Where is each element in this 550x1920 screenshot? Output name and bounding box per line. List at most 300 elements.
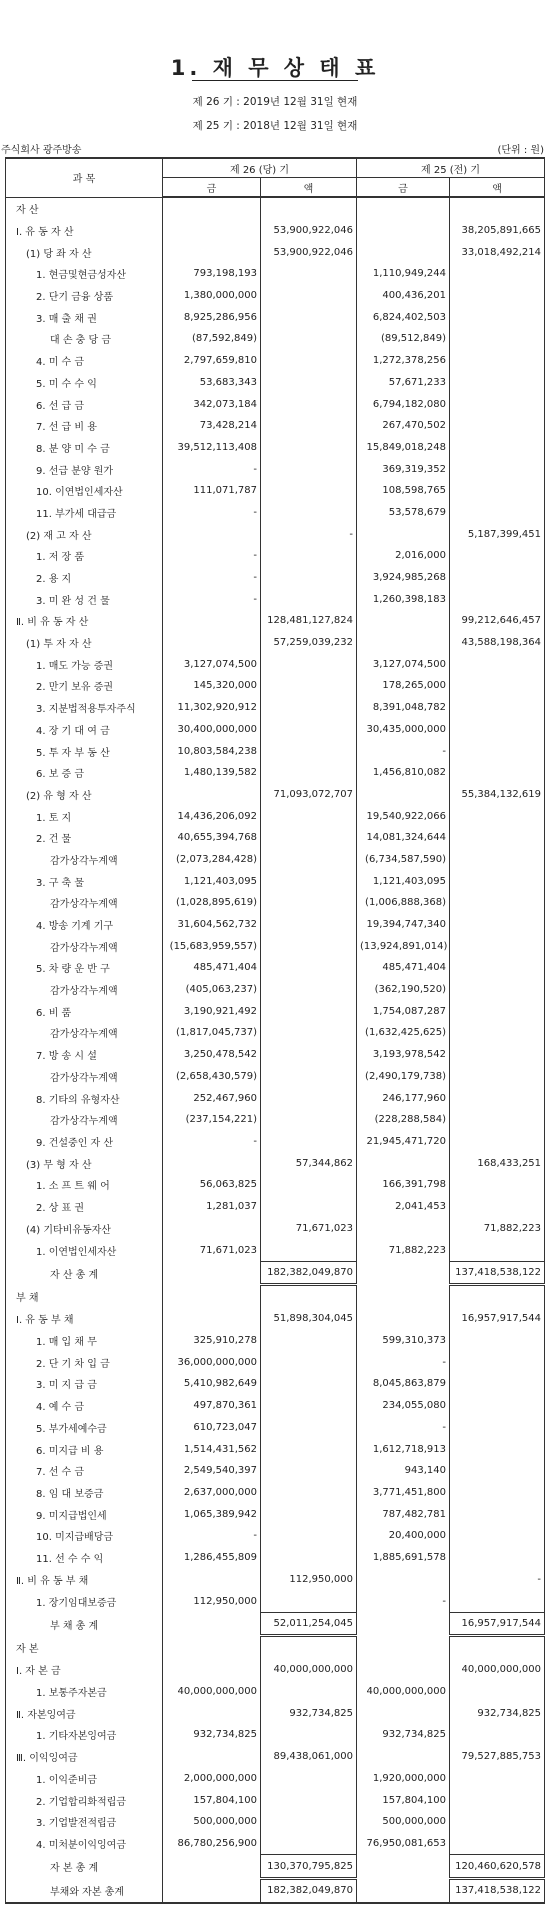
table-row bbox=[6, 892, 545, 914]
previous-detail-amount: 14,081,324,644 bbox=[357, 827, 450, 849]
previous-subtotal-amount bbox=[450, 588, 545, 610]
current-subtotal-amount bbox=[261, 1395, 357, 1417]
current-detail-amount bbox=[163, 197, 261, 220]
account-label: 자 산 총 계 bbox=[6, 1261, 163, 1285]
account-label: (2) 유 형 자 산 bbox=[6, 784, 163, 806]
current-subtotal-amount bbox=[261, 1590, 357, 1612]
table-row bbox=[6, 1152, 545, 1174]
balance-sheet-table bbox=[5, 157, 545, 1904]
table-row bbox=[6, 1373, 545, 1395]
previous-detail-amount bbox=[357, 1702, 450, 1724]
account-label: 8. 분 양 미 수 금 bbox=[6, 437, 163, 459]
table-row bbox=[6, 1174, 545, 1196]
account-label: 자 본 총 계 bbox=[6, 1855, 163, 1879]
previous-subtotal-amount: 33,018,492,214 bbox=[450, 241, 545, 263]
previous-detail-amount bbox=[357, 523, 450, 545]
table-row bbox=[6, 523, 545, 545]
previous-detail-amount: 369,319,352 bbox=[357, 458, 450, 480]
previous-detail-amount bbox=[357, 1261, 450, 1285]
table-row bbox=[6, 393, 545, 415]
previous-subtotal-amount bbox=[450, 849, 545, 871]
period-current: 제 26 기 : 2019년 12월 31일 현재 bbox=[192, 96, 358, 108]
current-detail-amount: 500,000,000 bbox=[163, 1811, 261, 1833]
table-row bbox=[6, 675, 545, 697]
table-row bbox=[6, 719, 545, 741]
account-label: 감가상각누계액 bbox=[6, 979, 163, 1001]
previous-detail-amount: (6,734,587,590) bbox=[357, 849, 450, 871]
account-label: 11. 부가세 대급금 bbox=[6, 502, 163, 524]
table-row bbox=[6, 1239, 545, 1261]
current-detail-amount: 112,950,000 bbox=[163, 1590, 261, 1612]
current-subtotal-amount bbox=[261, 437, 357, 459]
previous-detail-amount: 1,260,398,183 bbox=[357, 588, 450, 610]
account-label: Ⅲ. 이익잉여금 bbox=[6, 1746, 163, 1768]
current-subtotal-amount: 112,950,000 bbox=[261, 1568, 357, 1590]
previous-subtotal-amount bbox=[450, 805, 545, 827]
table-row bbox=[6, 285, 545, 307]
unit-label: (단위 : 원) bbox=[497, 145, 544, 156]
current-subtotal-amount bbox=[261, 393, 357, 415]
current-subtotal-amount bbox=[261, 1131, 357, 1153]
account-label: 7. 선 급 비 용 bbox=[6, 415, 163, 437]
table-row bbox=[6, 1087, 545, 1109]
table-row bbox=[6, 437, 545, 459]
account-label: 4. 장 기 대 여 금 bbox=[6, 719, 163, 741]
previous-detail-amount bbox=[357, 1636, 450, 1659]
current-subtotal-amount bbox=[261, 849, 357, 871]
current-subtotal-amount bbox=[261, 740, 357, 762]
previous-subtotal-amount bbox=[450, 1482, 545, 1504]
current-detail-amount: 10,803,584,238 bbox=[163, 740, 261, 762]
table-row bbox=[6, 1612, 545, 1636]
current-subtotal-amount bbox=[261, 1503, 357, 1525]
previous-detail-amount: 20,400,000 bbox=[357, 1525, 450, 1547]
previous-subtotal-amount bbox=[450, 740, 545, 762]
account-label: 부 채 bbox=[6, 1285, 163, 1308]
current-detail-amount: - bbox=[163, 545, 261, 567]
account-label: 감가상각누계액 bbox=[6, 892, 163, 914]
account-label: 대 손 충 당 금 bbox=[6, 328, 163, 350]
previous-subtotal-amount bbox=[450, 1681, 545, 1703]
current-subtotal-amount bbox=[261, 350, 357, 372]
current-subtotal-amount bbox=[261, 1087, 357, 1109]
previous-subtotal-amount: 5,187,399,451 bbox=[450, 523, 545, 545]
current-subtotal-amount bbox=[261, 502, 357, 524]
current-subtotal-amount bbox=[261, 1768, 357, 1790]
current-subtotal-amount: 57,344,862 bbox=[261, 1152, 357, 1174]
previous-detail-amount bbox=[357, 610, 450, 632]
account-label: 1. 장기임대보증금 bbox=[6, 1590, 163, 1612]
current-subtotal-amount bbox=[261, 957, 357, 979]
current-subtotal-amount: - bbox=[261, 523, 357, 545]
previous-detail-amount: 57,671,233 bbox=[357, 372, 450, 394]
account-label: 6. 보 증 금 bbox=[6, 762, 163, 784]
previous-detail-amount: 40,000,000,000 bbox=[357, 1681, 450, 1703]
previous-subtotal-amount bbox=[450, 1460, 545, 1482]
previous-detail-amount bbox=[357, 632, 450, 654]
account-label: 2. 만기 보유 증권 bbox=[6, 675, 163, 697]
current-subtotal-amount bbox=[261, 458, 357, 480]
previous-detail-amount: 2,041,453 bbox=[357, 1196, 450, 1218]
current-detail-amount: 86,780,256,900 bbox=[163, 1833, 261, 1855]
previous-subtotal-amount bbox=[450, 697, 545, 719]
table-row bbox=[6, 1482, 545, 1504]
header-account: 과 목 bbox=[6, 158, 163, 197]
table-row bbox=[6, 935, 545, 957]
title-underline bbox=[192, 80, 358, 81]
previous-subtotal-amount bbox=[450, 437, 545, 459]
current-subtotal-amount bbox=[261, 545, 357, 567]
current-detail-amount: 11,302,920,912 bbox=[163, 697, 261, 719]
current-detail-amount bbox=[163, 220, 261, 242]
previous-detail-amount: - bbox=[357, 740, 450, 762]
table-row bbox=[6, 588, 545, 610]
account-label: Ⅱ. 비 유 동 부 채 bbox=[6, 1568, 163, 1590]
account-label: 5. 부가세예수금 bbox=[6, 1417, 163, 1439]
current-detail-amount bbox=[163, 1636, 261, 1659]
previous-detail-amount: 178,265,000 bbox=[357, 675, 450, 697]
current-subtotal-amount bbox=[261, 675, 357, 697]
current-subtotal-amount bbox=[261, 1022, 357, 1044]
previous-subtotal-amount: 43,588,198,364 bbox=[450, 632, 545, 654]
previous-detail-amount: 3,771,451,800 bbox=[357, 1482, 450, 1504]
previous-detail-amount: 500,000,000 bbox=[357, 1811, 450, 1833]
table-row bbox=[6, 1217, 545, 1239]
table-row bbox=[6, 1417, 545, 1439]
account-label: (2) 재 고 자 산 bbox=[6, 523, 163, 545]
account-label: 1. 기타자본잉여금 bbox=[6, 1724, 163, 1746]
table-row bbox=[6, 263, 545, 285]
previous-detail-amount: 1,456,810,082 bbox=[357, 762, 450, 784]
table-row bbox=[6, 1681, 545, 1703]
previous-subtotal-amount bbox=[450, 1109, 545, 1131]
table-row bbox=[6, 849, 545, 871]
account-label: 1. 현금및현금성자산 bbox=[6, 263, 163, 285]
current-detail-amount: 1,281,037 bbox=[163, 1196, 261, 1218]
previous-subtotal-amount bbox=[450, 1174, 545, 1196]
current-detail-amount: (405,063,237) bbox=[163, 979, 261, 1001]
previous-detail-amount: 8,045,863,879 bbox=[357, 1373, 450, 1395]
current-subtotal-amount bbox=[261, 762, 357, 784]
current-detail-amount: 36,000,000,000 bbox=[163, 1351, 261, 1373]
previous-detail-amount: 267,470,502 bbox=[357, 415, 450, 437]
current-detail-amount bbox=[163, 241, 261, 263]
previous-subtotal-amount bbox=[450, 1438, 545, 1460]
previous-detail-amount: 76,950,081,653 bbox=[357, 1833, 450, 1855]
table-row bbox=[6, 306, 545, 328]
account-label: 9. 선급 분양 원가 bbox=[6, 458, 163, 480]
current-subtotal-amount bbox=[261, 1174, 357, 1196]
table-row bbox=[6, 1460, 545, 1482]
current-detail-amount: 111,071,787 bbox=[163, 480, 261, 502]
table-row bbox=[6, 1636, 545, 1659]
current-subtotal-amount bbox=[261, 719, 357, 741]
previous-detail-amount bbox=[357, 784, 450, 806]
table-row bbox=[6, 1724, 545, 1746]
account-label: 2. 건 물 bbox=[6, 827, 163, 849]
account-label: 2. 단 기 차 입 금 bbox=[6, 1351, 163, 1373]
current-subtotal-amount: 89,438,061,000 bbox=[261, 1746, 357, 1768]
current-detail-amount bbox=[163, 1261, 261, 1285]
current-subtotal-amount bbox=[261, 653, 357, 675]
previous-detail-amount: (1,632,425,625) bbox=[357, 1022, 450, 1044]
previous-subtotal-amount bbox=[450, 1196, 545, 1218]
table-row bbox=[6, 1855, 545, 1879]
account-label: Ⅰ. 자 본 금 bbox=[6, 1659, 163, 1681]
current-detail-amount: (15,683,959,557) bbox=[163, 935, 261, 957]
table-row bbox=[6, 415, 545, 437]
current-subtotal-amount bbox=[261, 1109, 357, 1131]
table-row bbox=[6, 762, 545, 784]
previous-subtotal-amount bbox=[450, 1239, 545, 1261]
current-detail-amount bbox=[163, 523, 261, 545]
header-previous-amount: 금 bbox=[357, 178, 450, 198]
account-label: 2. 상 표 권 bbox=[6, 1196, 163, 1218]
current-subtotal-amount bbox=[261, 1417, 357, 1439]
account-label: 2. 기업합리화적립금 bbox=[6, 1789, 163, 1811]
table-row bbox=[6, 1702, 545, 1724]
previous-subtotal-amount bbox=[450, 1044, 545, 1066]
current-subtotal-amount: 51,898,304,045 bbox=[261, 1308, 357, 1330]
account-label: 5. 투 자 부 동 산 bbox=[6, 740, 163, 762]
current-subtotal-amount bbox=[261, 1330, 357, 1352]
current-detail-amount: 157,804,100 bbox=[163, 1789, 261, 1811]
account-label: Ⅰ. 유 동 자 산 bbox=[6, 220, 163, 242]
previous-detail-amount: 1,121,403,095 bbox=[357, 870, 450, 892]
previous-subtotal-amount bbox=[450, 935, 545, 957]
account-label: 4. 미처분이익잉여금 bbox=[6, 1833, 163, 1855]
current-detail-amount: 40,000,000,000 bbox=[163, 1681, 261, 1703]
table-row bbox=[6, 805, 545, 827]
previous-detail-amount: 1,920,000,000 bbox=[357, 1768, 450, 1790]
current-subtotal-amount: 71,671,023 bbox=[261, 1217, 357, 1239]
previous-subtotal-amount bbox=[450, 393, 545, 415]
previous-detail-amount: 400,436,201 bbox=[357, 285, 450, 307]
previous-detail-amount: 19,540,922,066 bbox=[357, 805, 450, 827]
previous-subtotal-amount bbox=[450, 719, 545, 741]
previous-subtotal-amount bbox=[450, 675, 545, 697]
account-label: 2. 용 지 bbox=[6, 567, 163, 589]
current-detail-amount: 8,925,286,956 bbox=[163, 306, 261, 328]
table-row bbox=[6, 197, 545, 220]
previous-subtotal-amount bbox=[450, 653, 545, 675]
current-detail-amount bbox=[163, 1217, 261, 1239]
previous-subtotal-amount: 79,527,885,753 bbox=[450, 1746, 545, 1768]
previous-detail-amount: - bbox=[357, 1417, 450, 1439]
current-detail-amount: 1,514,431,562 bbox=[163, 1438, 261, 1460]
previous-subtotal-amount bbox=[450, 892, 545, 914]
previous-detail-amount: (228,288,584) bbox=[357, 1109, 450, 1131]
current-detail-amount bbox=[163, 1568, 261, 1590]
previous-detail-amount: (89,512,849) bbox=[357, 328, 450, 350]
current-detail-amount: 39,512,113,408 bbox=[163, 437, 261, 459]
current-subtotal-amount bbox=[261, 415, 357, 437]
account-label: 3. 미 지 급 금 bbox=[6, 1373, 163, 1395]
account-label: 5. 차 량 운 반 구 bbox=[6, 957, 163, 979]
current-detail-amount: 325,910,278 bbox=[163, 1330, 261, 1352]
current-detail-amount: 73,428,214 bbox=[163, 415, 261, 437]
header-current-amount: 금 bbox=[163, 178, 261, 198]
current-detail-amount: - bbox=[163, 502, 261, 524]
current-subtotal-amount bbox=[261, 892, 357, 914]
current-subtotal-amount bbox=[261, 1636, 357, 1659]
current-subtotal-amount bbox=[261, 1044, 357, 1066]
account-label: Ⅰ. 유 동 부 채 bbox=[6, 1308, 163, 1330]
table-row bbox=[6, 480, 545, 502]
previous-detail-amount: 6,794,182,080 bbox=[357, 393, 450, 415]
previous-subtotal-amount bbox=[450, 1503, 545, 1525]
account-label: 자 산 bbox=[6, 197, 163, 220]
previous-subtotal-amount bbox=[450, 957, 545, 979]
previous-detail-amount: (362,190,520) bbox=[357, 979, 450, 1001]
current-detail-amount bbox=[163, 1612, 261, 1636]
current-detail-amount: 40,655,394,768 bbox=[163, 827, 261, 849]
previous-detail-amount: 2,016,000 bbox=[357, 545, 450, 567]
current-detail-amount: 932,734,825 bbox=[163, 1724, 261, 1746]
table-row bbox=[6, 1308, 545, 1330]
previous-subtotal-amount bbox=[450, 762, 545, 784]
previous-subtotal-amount bbox=[450, 306, 545, 328]
previous-detail-amount: 787,482,781 bbox=[357, 1503, 450, 1525]
table-row bbox=[6, 827, 545, 849]
table-row bbox=[6, 1438, 545, 1460]
previous-detail-amount: 3,924,985,268 bbox=[357, 567, 450, 589]
current-detail-amount bbox=[163, 784, 261, 806]
document-title: 1. 재 무 상 태 표 bbox=[170, 56, 380, 80]
current-subtotal-amount bbox=[261, 197, 357, 220]
previous-detail-amount: 6,824,402,503 bbox=[357, 306, 450, 328]
current-detail-amount bbox=[163, 1308, 261, 1330]
current-subtotal-amount bbox=[261, 372, 357, 394]
table-row bbox=[6, 1196, 545, 1218]
table-row bbox=[6, 220, 545, 242]
previous-detail-amount: 21,945,471,720 bbox=[357, 1131, 450, 1153]
current-detail-amount: 793,198,193 bbox=[163, 263, 261, 285]
account-label: 10. 이연법인세자산 bbox=[6, 480, 163, 502]
current-detail-amount: 2,000,000,000 bbox=[163, 1768, 261, 1790]
table-row bbox=[6, 1768, 545, 1790]
account-label: 자 본 bbox=[6, 1636, 163, 1659]
current-detail-amount: (87,592,849) bbox=[163, 328, 261, 350]
table-row bbox=[6, 1044, 545, 1066]
previous-detail-amount: (1,006,888,368) bbox=[357, 892, 450, 914]
account-label: 7. 방 송 시 설 bbox=[6, 1044, 163, 1066]
current-detail-amount bbox=[163, 1702, 261, 1724]
account-label: 1. 매도 가능 증권 bbox=[6, 653, 163, 675]
account-label: 1. 소 프 트 웨 어 bbox=[6, 1174, 163, 1196]
table-row bbox=[6, 567, 545, 589]
previous-subtotal-amount bbox=[450, 1330, 545, 1352]
previous-subtotal-amount bbox=[450, 372, 545, 394]
account-label: 부 채 총 계 bbox=[6, 1612, 163, 1636]
previous-detail-amount bbox=[357, 1568, 450, 1590]
table-row bbox=[6, 1568, 545, 1590]
previous-detail-amount bbox=[357, 220, 450, 242]
current-subtotal-amount bbox=[261, 1681, 357, 1703]
table-row bbox=[6, 502, 545, 524]
current-detail-amount: 14,436,206,092 bbox=[163, 805, 261, 827]
current-detail-amount bbox=[163, 1855, 261, 1879]
current-detail-amount: 1,065,389,942 bbox=[163, 1503, 261, 1525]
table-row bbox=[6, 1746, 545, 1768]
current-detail-amount: 485,471,404 bbox=[163, 957, 261, 979]
previous-subtotal-amount bbox=[450, 567, 545, 589]
previous-detail-amount: 166,391,798 bbox=[357, 1174, 450, 1196]
table-row bbox=[6, 653, 545, 675]
table-row bbox=[6, 1590, 545, 1612]
current-subtotal-amount bbox=[261, 870, 357, 892]
current-detail-amount: 5,410,982,649 bbox=[163, 1373, 261, 1395]
table-row bbox=[6, 1525, 545, 1547]
table-row bbox=[6, 979, 545, 1001]
current-subtotal-amount: 71,093,072,707 bbox=[261, 784, 357, 806]
account-label: 6. 선 급 금 bbox=[6, 393, 163, 415]
current-subtotal-amount bbox=[261, 1547, 357, 1569]
current-subtotal-amount: 182,382,049,870 bbox=[261, 1261, 357, 1285]
current-detail-amount: - bbox=[163, 567, 261, 589]
account-label: 부채와 자본 총계 bbox=[6, 1878, 163, 1902]
current-subtotal-amount bbox=[261, 1000, 357, 1022]
current-detail-amount bbox=[163, 1285, 261, 1308]
previous-detail-amount bbox=[357, 1152, 450, 1174]
previous-subtotal-amount: 932,734,825 bbox=[450, 1702, 545, 1724]
table-row bbox=[6, 1659, 545, 1681]
account-label: 1. 이익준비금 bbox=[6, 1768, 163, 1790]
current-subtotal-amount: 130,370,795,825 bbox=[261, 1855, 357, 1879]
current-detail-amount: - bbox=[163, 458, 261, 480]
current-detail-amount: 53,683,343 bbox=[163, 372, 261, 394]
previous-detail-amount: 157,804,100 bbox=[357, 1789, 450, 1811]
previous-subtotal-amount bbox=[450, 1087, 545, 1109]
previous-subtotal-amount bbox=[450, 1525, 545, 1547]
current-detail-amount: 1,121,403,095 bbox=[163, 870, 261, 892]
previous-subtotal-amount bbox=[450, 1066, 545, 1088]
previous-subtotal-amount bbox=[450, 545, 545, 567]
table-row bbox=[6, 545, 545, 567]
current-detail-amount: (2,073,284,428) bbox=[163, 849, 261, 871]
previous-subtotal-amount: 55,384,132,619 bbox=[450, 784, 545, 806]
table-row bbox=[6, 740, 545, 762]
previous-subtotal-amount bbox=[450, 1131, 545, 1153]
current-detail-amount: 2,797,659,810 bbox=[163, 350, 261, 372]
header-current-period: 제 26 (당) 기 bbox=[163, 158, 357, 178]
table-row bbox=[6, 1330, 545, 1352]
table-row bbox=[6, 350, 545, 372]
current-subtotal-amount bbox=[261, 285, 357, 307]
account-label: 3. 구 축 물 bbox=[6, 870, 163, 892]
account-label: 3. 기업발전적립금 bbox=[6, 1811, 163, 1833]
previous-subtotal-amount: 120,460,620,578 bbox=[450, 1855, 545, 1879]
previous-detail-amount bbox=[357, 1217, 450, 1239]
previous-subtotal-amount bbox=[450, 350, 545, 372]
previous-detail-amount: 53,578,679 bbox=[357, 502, 450, 524]
previous-detail-amount: 3,193,978,542 bbox=[357, 1044, 450, 1066]
table-row bbox=[6, 328, 545, 350]
current-subtotal-amount: 52,011,254,045 bbox=[261, 1612, 357, 1636]
previous-detail-amount: 1,885,691,578 bbox=[357, 1547, 450, 1569]
current-subtotal-amount bbox=[261, 1285, 357, 1308]
account-label: Ⅱ. 비 유 동 자 산 bbox=[6, 610, 163, 632]
table-row bbox=[6, 372, 545, 394]
previous-subtotal-amount bbox=[450, 979, 545, 1001]
current-subtotal-amount bbox=[261, 1482, 357, 1504]
previous-subtotal-amount bbox=[450, 480, 545, 502]
current-detail-amount: 56,063,825 bbox=[163, 1174, 261, 1196]
current-subtotal-amount bbox=[261, 480, 357, 502]
previous-detail-amount: 932,734,825 bbox=[357, 1724, 450, 1746]
previous-subtotal-amount bbox=[450, 870, 545, 892]
current-detail-amount: 3,250,478,542 bbox=[163, 1044, 261, 1066]
